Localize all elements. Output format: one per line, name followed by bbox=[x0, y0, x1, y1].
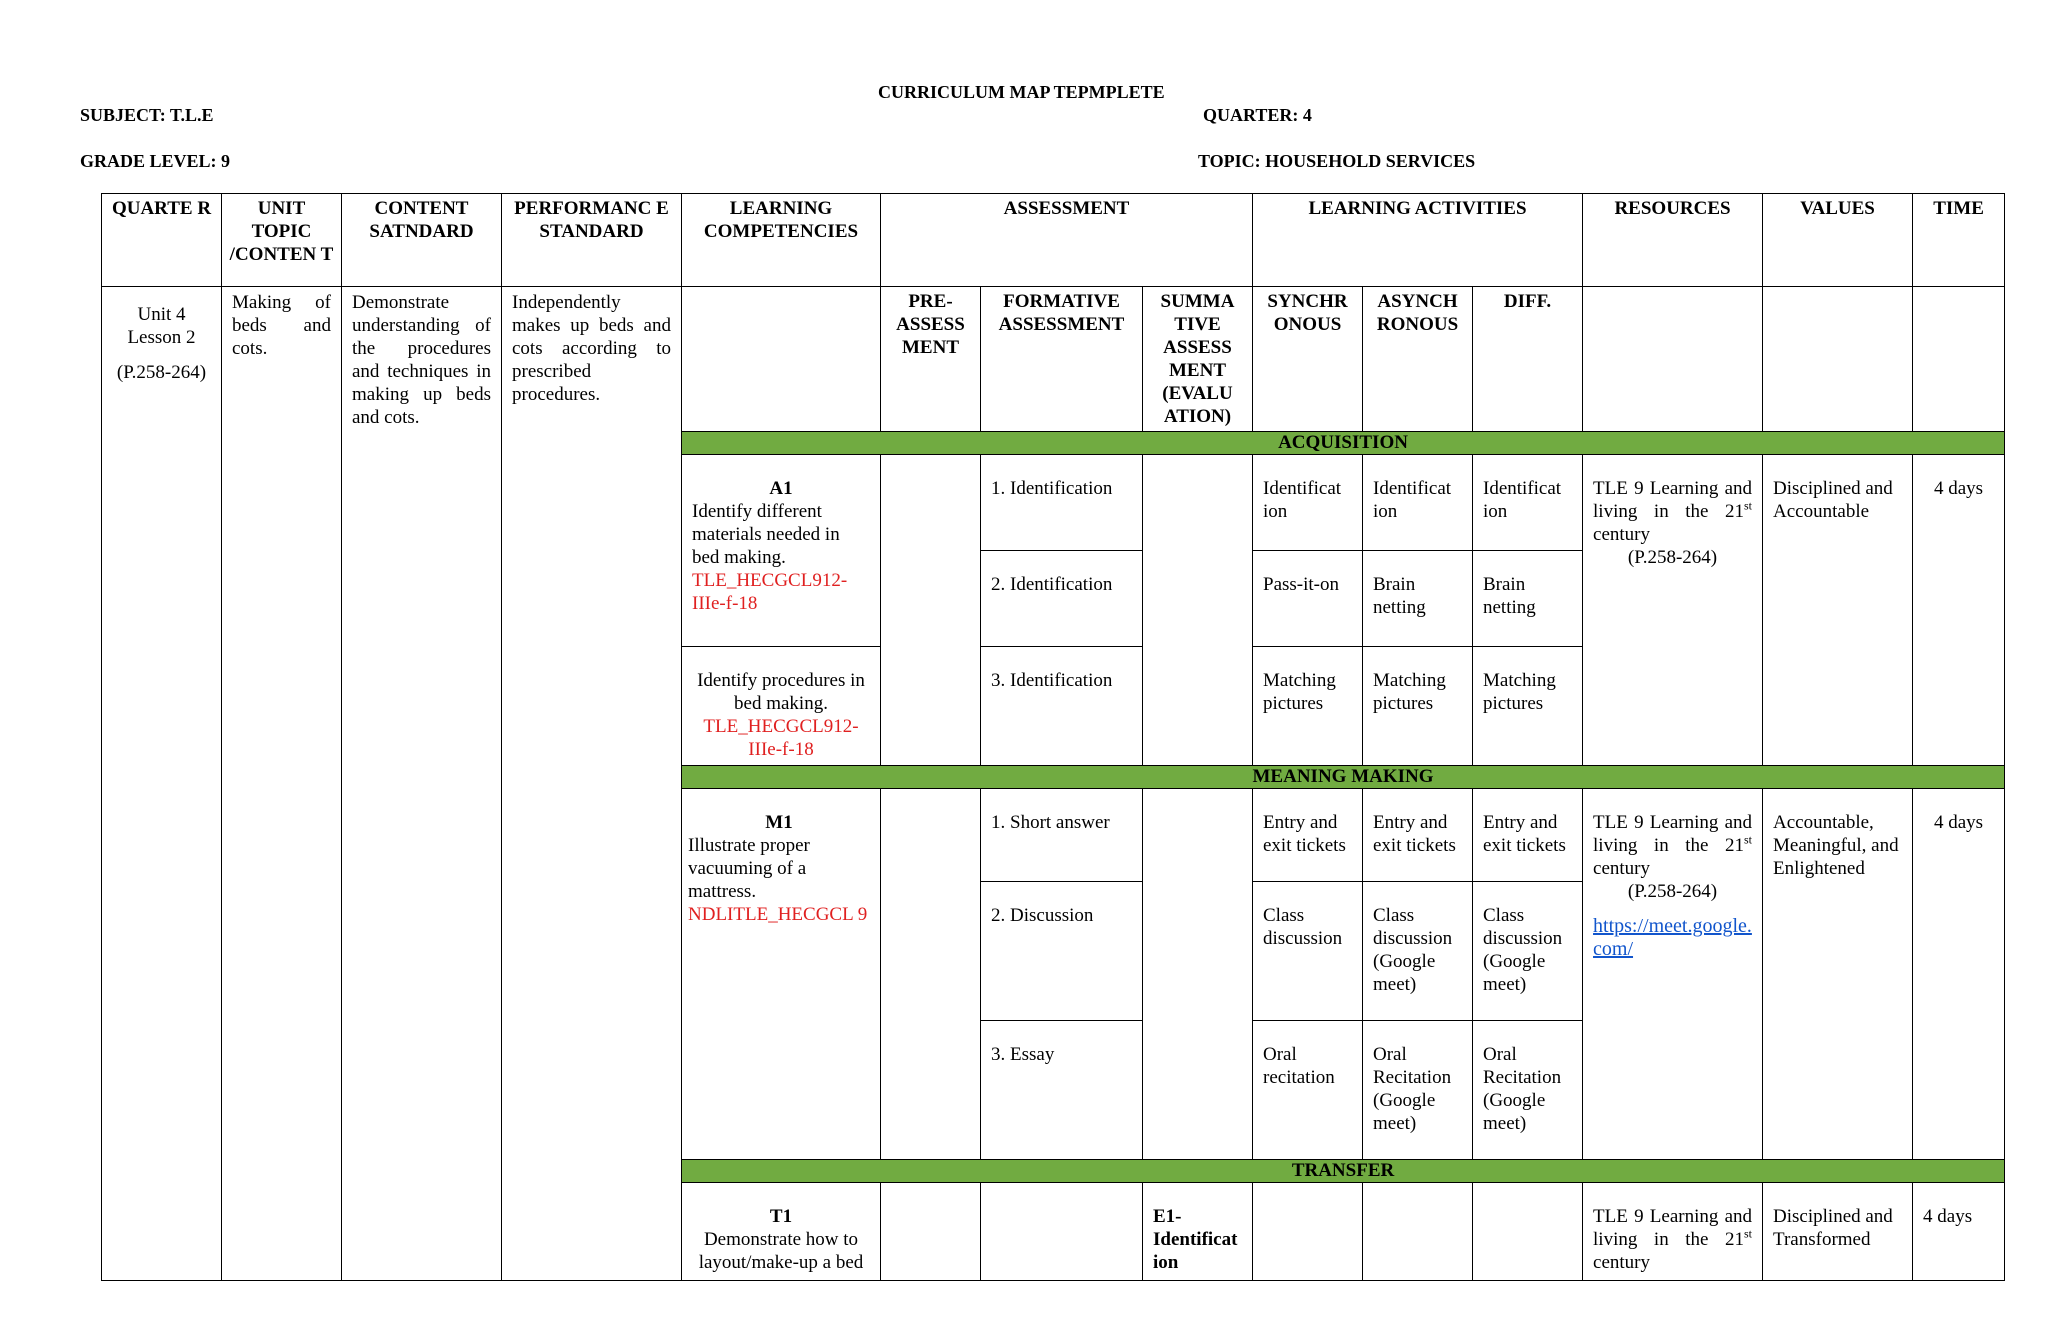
curriculum-map-table bbox=[101, 193, 2005, 1281]
competency-a1-text: Identify different materials needed in bed making. bbox=[692, 501, 840, 568]
quarter-label: QUARTER: 4 bbox=[1203, 105, 1312, 125]
diff-cell: Class discussion (Google meet) bbox=[1473, 882, 1583, 1021]
formative-cell bbox=[981, 1183, 1143, 1281]
col-header-learning-competencies: LEARNING COMPETENCIES bbox=[682, 194, 881, 287]
table-header-row bbox=[102, 194, 2005, 287]
competencies-blank-cell bbox=[682, 287, 881, 432]
synchronous-cell: Entry and exit tickets bbox=[1253, 789, 1363, 882]
summative-text: E1- Identificat ion bbox=[1153, 1206, 1238, 1273]
performance-standard-cell: Independently makes up beds and cots according to prescribed procedures. bbox=[502, 287, 682, 1281]
col-header-performance-standard: PERFORMANC E STANDARD bbox=[502, 194, 682, 287]
diff-cell: Entry and exit tickets bbox=[1473, 789, 1583, 882]
resource-text-tail: century bbox=[1593, 524, 1651, 545]
competency-t1-text: Demonstrate how to layout/make-up a bed bbox=[698, 1229, 864, 1273]
unit-topic-cell: Making of beds and cots. bbox=[222, 287, 342, 1281]
resource-pages: (P.258-264) bbox=[1627, 881, 1718, 902]
col-header-time: TIME bbox=[1913, 194, 2005, 287]
col-header-values: VALUES bbox=[1763, 194, 1913, 287]
section-label-acquisition: ACQUISITION bbox=[682, 432, 2005, 455]
competency-m1-code: M1 bbox=[765, 812, 793, 833]
subheader-asynchronous: ASYNCH RONOUS bbox=[1363, 287, 1473, 432]
competency-a2-ref: TLE_HECGCL912-IIIe-f-18 bbox=[703, 716, 859, 760]
asynchronous-cell: Matching pictures bbox=[1363, 647, 1473, 766]
page-title: CURRICULUM MAP TEPMPLETE bbox=[878, 82, 1165, 102]
subheader-summative: SUMMA TIVE ASSESS MENT (EVALU ATION) bbox=[1143, 287, 1253, 432]
quarter-unit: Unit 4 bbox=[137, 304, 186, 325]
resource-sup: st bbox=[1744, 832, 1753, 847]
col-header-unit-topic: UNIT TOPIC /CONTEN T bbox=[222, 194, 342, 287]
pre-assessment-cell bbox=[881, 789, 981, 1160]
table-subheader-row bbox=[102, 287, 2005, 432]
subject-label: SUBJECT: T.L.E bbox=[80, 105, 214, 125]
col-header-learning-activities: LEARNING ACTIVITIES bbox=[1253, 194, 1583, 287]
content-standard-cell: Demonstrate understanding of the procedures and techniques in making up beds and cots. bbox=[342, 287, 502, 1281]
competency-a1-ref: TLE_HECGCL912-IIIe-f-18 bbox=[692, 570, 848, 614]
quarter-lesson: Lesson 2 bbox=[127, 327, 196, 348]
summative-cell bbox=[1143, 789, 1253, 1160]
col-header-assessment: ASSESSMENT bbox=[881, 194, 1253, 287]
synchronous-cell bbox=[1253, 1183, 1363, 1281]
time-cell: 4 days bbox=[1913, 1183, 2005, 1281]
resource-text: TLE 9 Learning and living in the 21 bbox=[1593, 812, 1753, 856]
subheader-formative: FORMATIVE ASSESSMENT bbox=[981, 287, 1143, 432]
competency-m1-text: Illustrate proper vacuuming of a mattress. bbox=[688, 835, 810, 902]
resource-text-tail: century bbox=[1593, 858, 1651, 879]
diff-cell: Identificat ion bbox=[1473, 455, 1583, 551]
resources-cell bbox=[1583, 455, 1763, 766]
values-cell: Disciplined and Transformed bbox=[1763, 1183, 1913, 1281]
col-header-quarter: QUARTE R bbox=[102, 194, 222, 287]
asynchronous-cell: Identificat ion bbox=[1363, 455, 1473, 551]
asynchronous-cell: Oral Recitation (Google meet) bbox=[1363, 1021, 1473, 1160]
asynchronous-cell: Class discussion (Google meet) bbox=[1363, 882, 1473, 1021]
summative-cell bbox=[1143, 1183, 1253, 1281]
resource-sup: st bbox=[1744, 498, 1753, 513]
section-label-transfer: TRANSFER bbox=[682, 1160, 2005, 1183]
competency-a2-text: Identify procedures in bed making. bbox=[697, 670, 865, 714]
subheader-pre-assessment: PRE-ASSESS MENT bbox=[881, 287, 981, 432]
competency-a1-cell bbox=[682, 455, 881, 647]
asynchronous-cell bbox=[1363, 1183, 1473, 1281]
competency-t1-cell bbox=[682, 1183, 881, 1281]
resource-text: TLE 9 Learning and living in the 21 bbox=[1593, 1206, 1753, 1250]
quarter-pages: (P.258-264) bbox=[116, 362, 207, 383]
diff-cell: Brain netting bbox=[1473, 551, 1583, 647]
grade-level-label: GRADE LEVEL: 9 bbox=[80, 151, 231, 171]
formative-cell: 1. Identification bbox=[981, 455, 1143, 551]
synchronous-cell: Oral recitation bbox=[1253, 1021, 1363, 1160]
formative-cell: 2. Discussion bbox=[981, 882, 1143, 1021]
time-cell: 4 days bbox=[1913, 789, 2005, 1160]
values-cell: Accountable, Meaningful, and Enlightened bbox=[1763, 789, 1913, 1160]
summative-cell bbox=[1143, 455, 1253, 766]
formative-cell: 1. Short answer bbox=[981, 789, 1143, 882]
diff-cell: Oral Recitation (Google meet) bbox=[1473, 1021, 1583, 1160]
time-cell: 4 days bbox=[1913, 455, 2005, 766]
time-blank-cell bbox=[1913, 287, 2005, 432]
formative-cell: 3. Identification bbox=[981, 647, 1143, 766]
values-blank-cell bbox=[1763, 287, 1913, 432]
synchronous-cell: Pass-it-on bbox=[1253, 551, 1363, 647]
formative-cell: 3. Essay bbox=[981, 1021, 1143, 1160]
subheader-synchronous: SYNCHR ONOUS bbox=[1253, 287, 1363, 432]
resource-text: TLE 9 Learning and living in the 21 bbox=[1593, 478, 1753, 522]
diff-cell bbox=[1473, 1183, 1583, 1281]
competency-m1-ref: NDLITLE_HECGCL 9 bbox=[688, 904, 868, 925]
values-cell: Disciplined and Accountable bbox=[1763, 455, 1913, 766]
resources-cell bbox=[1583, 789, 1763, 1160]
pre-assessment-cell bbox=[881, 455, 981, 766]
synchronous-cell: Class discussion bbox=[1253, 882, 1363, 1021]
competency-m1-cell bbox=[682, 789, 881, 1160]
resource-pages: (P.258-264) bbox=[1627, 547, 1718, 568]
resources-blank-cell bbox=[1583, 287, 1763, 432]
asynchronous-cell: Brain netting bbox=[1363, 551, 1473, 647]
col-header-content-standard: CONTENT SATNDARD bbox=[342, 194, 502, 287]
asynchronous-cell: Entry and exit tickets bbox=[1363, 789, 1473, 882]
synchronous-cell: Matching pictures bbox=[1253, 647, 1363, 766]
google-meet-link[interactable]: https://meet.google.com/ bbox=[1593, 915, 1752, 960]
resource-sup: st bbox=[1744, 1226, 1753, 1241]
competency-t1-code: T1 bbox=[769, 1206, 793, 1227]
formative-cell: 2. Identification bbox=[981, 551, 1143, 647]
topic-label: TOPIC: HOUSEHOLD SERVICES bbox=[1198, 151, 1476, 171]
resource-text-tail: century bbox=[1593, 1252, 1651, 1273]
subheader-diff: DIFF. bbox=[1473, 287, 1583, 432]
diff-cell: Matching pictures bbox=[1473, 647, 1583, 766]
section-label-meaning-making: MEANING MAKING bbox=[682, 766, 2005, 789]
col-header-resources: RESOURCES bbox=[1583, 194, 1763, 287]
competency-a2-cell bbox=[682, 647, 881, 766]
competency-a1-code: A1 bbox=[769, 478, 793, 499]
pre-assessment-cell bbox=[881, 1183, 981, 1281]
synchronous-cell: Identificat ion bbox=[1253, 455, 1363, 551]
resources-cell bbox=[1583, 1183, 1763, 1281]
quarter-cell bbox=[102, 287, 222, 1281]
